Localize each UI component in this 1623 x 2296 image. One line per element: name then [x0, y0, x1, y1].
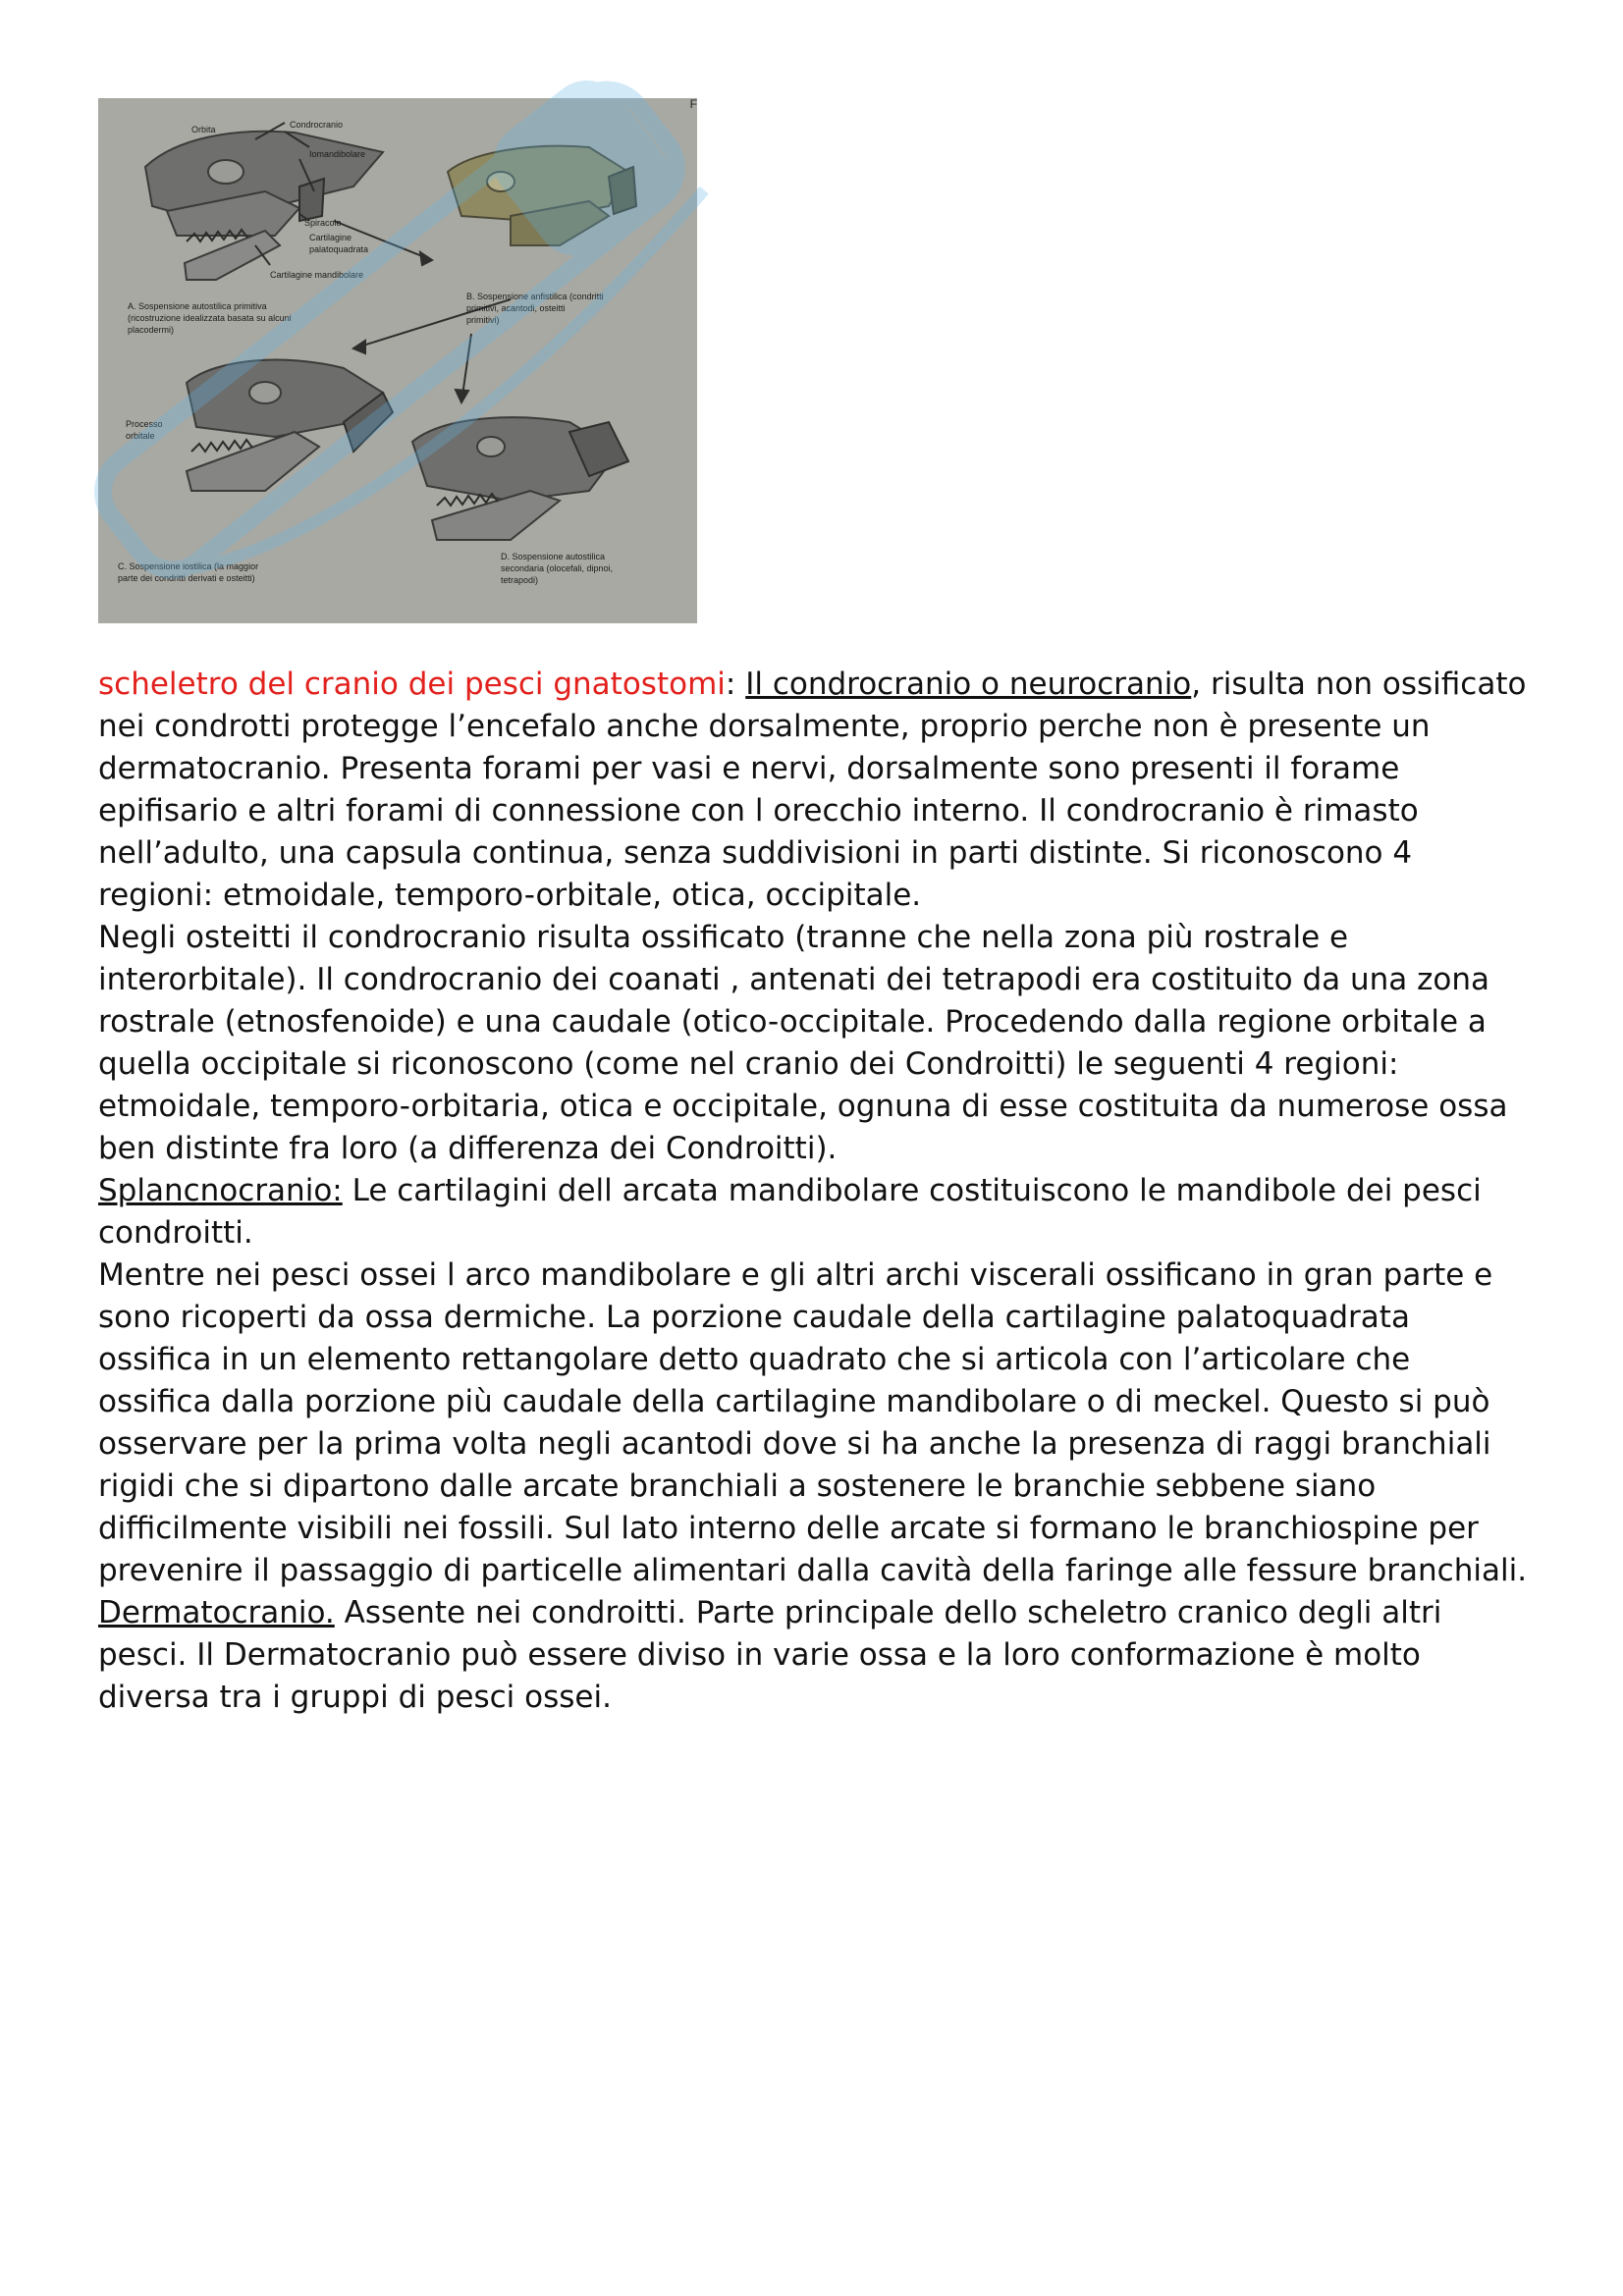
- label-cartilagine-1: Cartilagine: [309, 233, 352, 242]
- caption-a-1: A. Sospensione autostilica primitiva: [128, 301, 267, 311]
- label-cartilagine-mandibolare: Cartilagine mandibolare: [270, 270, 364, 280]
- panel-c-skull: [187, 360, 393, 491]
- paragraph-1-text: , risulta non ossificato nei condrotti protegge l’encefalo anche dorsalmente, proprio perche non è presente un dermatocranio. Presenta forami per vasi e nervi, dorsalmente sono presenti il forame epifisario e altri forami di connessione con l orecchio interno. Il condrocranio è rimasto nell’adulto, una capsula continua, senza suddivisioni in parti distinte. Si riconoscono 4 regioni: etmoidale, temporo-orbitale, otica, occipitale.: [98, 667, 1527, 913]
- caption-d-2: secondaria (olocefali, dipnoi,: [501, 563, 614, 573]
- paragraph-osteitti: Negli osteitti il condrocranio risulta ossificato (tranne che nella zona più rostrale e interorbitale). Il condrocranio dei coanati , antenati dei tetrapodi era costituito da una zona rostrale (etnosfenoide) e una caudale (otico-occipitale. Procedendo dalla regione orbitale a quella occipitale si riconoscono (come nel cranio dei Condroitti) le seguenti 4 regioni: etmoidale, temporo-orbitaria, otica e occipitale, ognuna di esse costituita da numerose ossa ben distinte fra loro (a differenza dei Condroitti).: [98, 920, 1508, 1166]
- caption-d-3: tetrapodi): [501, 575, 539, 585]
- title-separator: :: [725, 667, 746, 702]
- caption-b-2: primitivi, acantodi, osteitti: [466, 303, 566, 313]
- label-iomandibolare: Iomandibolare: [309, 149, 366, 159]
- figure-drawing: [98, 98, 697, 623]
- caption-c-2: parte dei condritti derivati e osteitti): [118, 573, 255, 583]
- paragraph-condrocranio: [98, 664, 1532, 917]
- figure-edge-mark: F: [689, 98, 697, 111]
- term-condrocranio: Il condrocranio o neurocranio: [745, 667, 1192, 702]
- label-condrocranio: Condrocranio: [290, 120, 344, 130]
- panel-d-skull: [412, 417, 628, 540]
- caption-b-1: B. Sospensione anfistilica (condritti: [466, 292, 604, 301]
- caption-a-2: (ricostruzione idealizzata basata su alcuni: [128, 313, 292, 323]
- section-title: scheletro del cranio dei pesci gnatostomi: [98, 667, 726, 702]
- paragraph-pesci-ossei: [98, 1255, 1532, 1719]
- paragraph-5-text: Assente nei condroitti. Parte principale dello scheletro cranico degli altri pesci. Il Dermatocranio può essere diviso in varie ossa e la loro conformazione è molto diversa tra i gruppi di pesci ossei.: [98, 1595, 1442, 1715]
- caption-d-1: D. Sospensione autostilica: [501, 552, 606, 561]
- label-orbita: Orbita: [191, 125, 216, 134]
- caption-c-1: C. Sospensione iostilica (la maggior: [118, 561, 259, 571]
- panel-b-skull: [448, 146, 636, 245]
- paragraph-splancnocranio: [98, 1170, 1532, 1255]
- label-spiracolo: Spiracolo: [304, 218, 342, 228]
- label-cartilagine-2: palatoquadrata: [309, 244, 369, 254]
- term-dermatocranio: Dermatocranio.: [98, 1595, 335, 1630]
- body-text: [98, 664, 1532, 1719]
- paragraph-4-text: Mentre nei pesci ossei l arco mandibolare e gli altri archi viscerali ossificano in gran parte e sono ricoperti da ossa dermiche. La porzione caudale della cartilagine palatoquadrata ossifica in un elemento rettangolare detto quadrato che si articola con l’articolare che ossifica dalla porzione più caudale della cartilagine mandibolare o di meckel. Questo si può osservare per la prima volta negli acantodi dove si ha anche la presenza di raggi branchiali rigidi che si dipartono dalle arcate branchiali a sostenere le branchie sebbene siano difficilmente visibili nei fossili. Sul lato interno delle arcate si formano le branchiospine per prevenire il passaggio di particelle alimentari dalla cavità della faringe alle fessure branchiali.: [98, 1257, 1528, 1588]
- label-processo-2: orbitale: [126, 431, 155, 441]
- paragraph-3-text: Le cartilagini dell arcata mandibolare costituiscono le mandibole dei pesci condroitti.: [98, 1173, 1482, 1251]
- label-processo-1: Processo: [126, 419, 163, 429]
- caption-b-3: primitivi): [466, 315, 500, 325]
- term-splancnocranio: Splancnocranio:: [98, 1173, 343, 1208]
- caption-a-3: placodermi): [128, 325, 175, 335]
- skull-suspension-figure: [98, 98, 697, 623]
